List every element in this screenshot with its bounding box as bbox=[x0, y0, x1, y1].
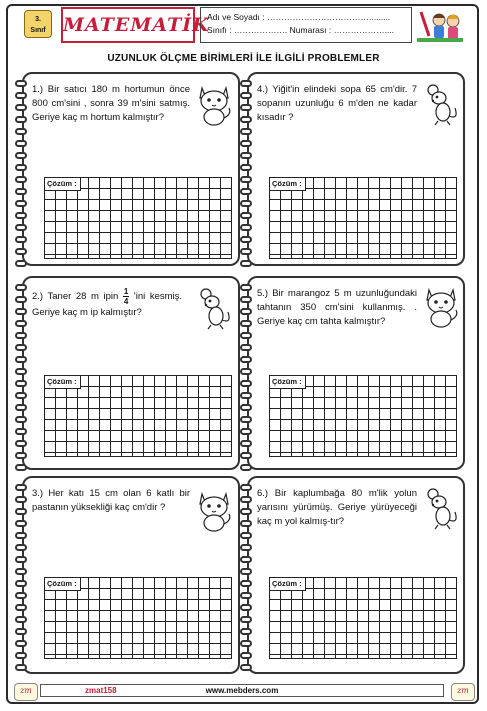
title-box bbox=[61, 7, 210, 43]
solution-label: Çözüm : bbox=[270, 376, 306, 389]
spiral-rings bbox=[240, 80, 254, 272]
problem-text-end: 'ini kesmiş. Geriye kaç m ip kalmıştır? bbox=[32, 291, 183, 318]
solution-grid[interactable] bbox=[44, 577, 232, 659]
problem-card-4 bbox=[247, 72, 465, 266]
solution-grid[interactable] bbox=[44, 177, 232, 259]
footer-bar bbox=[40, 684, 444, 697]
solution-label: Çözüm : bbox=[45, 376, 81, 389]
problem-card-2 bbox=[22, 276, 240, 470]
grade-number: 3. bbox=[35, 16, 41, 23]
cat-icon bbox=[194, 488, 234, 532]
fraction bbox=[123, 287, 129, 306]
solution-grid[interactable] bbox=[269, 577, 457, 659]
grade-word: Sınıf bbox=[30, 27, 46, 34]
problem-card-1 bbox=[22, 72, 240, 266]
fraction-denominator: 4 bbox=[123, 297, 129, 306]
spiral-rings bbox=[15, 484, 29, 676]
problem-text: 4.) Yiğit'in elindeki sopa 65 cm'dir. 7 sopanın uzunluğu 6 m'den ne kadar kısadır ? bbox=[257, 84, 417, 123]
spiral-rings bbox=[15, 80, 29, 272]
subject-title: MATEMATİK bbox=[63, 14, 210, 36]
footer-site-link[interactable]: www.mebders.com bbox=[205, 686, 279, 695]
mouse-icon bbox=[421, 82, 461, 126]
problem-card-6 bbox=[247, 476, 465, 674]
section-title: UZUNLUK ÖLÇME BİRİMLERİ İLE İLGİLİ PROBLEMLER bbox=[107, 53, 380, 64]
cat-icon bbox=[194, 82, 234, 126]
problem-card-5 bbox=[247, 276, 465, 470]
mouse-icon bbox=[194, 286, 234, 330]
footer-code: zmat158 bbox=[85, 686, 117, 695]
solution-grid[interactable] bbox=[269, 375, 457, 457]
problem-text: 1.) Bir satıcı 180 m hortumun önce 800 cm'sini , sonra 39 m'sini satmış. Geriye kaç m hortum kalmıştır? bbox=[32, 84, 190, 123]
problem-text bbox=[32, 287, 182, 320]
solution-label: Çözüm : bbox=[270, 578, 306, 591]
kids-illustration-icon bbox=[415, 6, 465, 46]
mouse-icon bbox=[421, 486, 461, 530]
zm-logo-left: zm bbox=[14, 683, 38, 701]
solution-grid[interactable] bbox=[44, 375, 232, 457]
class-number-field: Sınıfı : ………………. Numarası : ……………….... bbox=[207, 25, 395, 35]
fraction-numerator: 1 bbox=[123, 287, 129, 296]
solution-label: Çözüm : bbox=[45, 578, 81, 591]
spiral-rings bbox=[240, 284, 254, 476]
name-field: Adı ve Soyadı : ………………………………......... bbox=[207, 12, 391, 22]
solution-label: Çözüm : bbox=[270, 178, 306, 191]
zm-logo-right: zm bbox=[451, 683, 475, 701]
spiral-rings bbox=[15, 284, 29, 476]
cat-icon bbox=[421, 284, 461, 328]
problem-text: 5.) Bir marangoz 5 m uzunluğundaki tahtanın 350 cm'sini kullanmış. . Geriye kaç cm tahta kalmıştır? bbox=[257, 288, 417, 327]
problem-text-start: 2.) Taner 28 m ipin bbox=[32, 291, 119, 303]
problem-card-3 bbox=[22, 476, 240, 674]
solution-grid[interactable] bbox=[269, 177, 457, 259]
grade-badge bbox=[24, 10, 52, 38]
solution-label: Çözüm : bbox=[45, 178, 81, 191]
problem-text: 3.) Her katı 15 cm olan 6 katlı bir pastanın yüksekliği kaç cm'dir ? bbox=[32, 488, 190, 513]
problem-text: 6.) Bir kaplumbağa 80 m'lik yolun yarısını yürümüş. Geriye yürüyeceği kaç m yol kalmış-tır? bbox=[257, 488, 417, 527]
spiral-rings bbox=[240, 484, 254, 676]
student-info-box bbox=[200, 7, 412, 43]
